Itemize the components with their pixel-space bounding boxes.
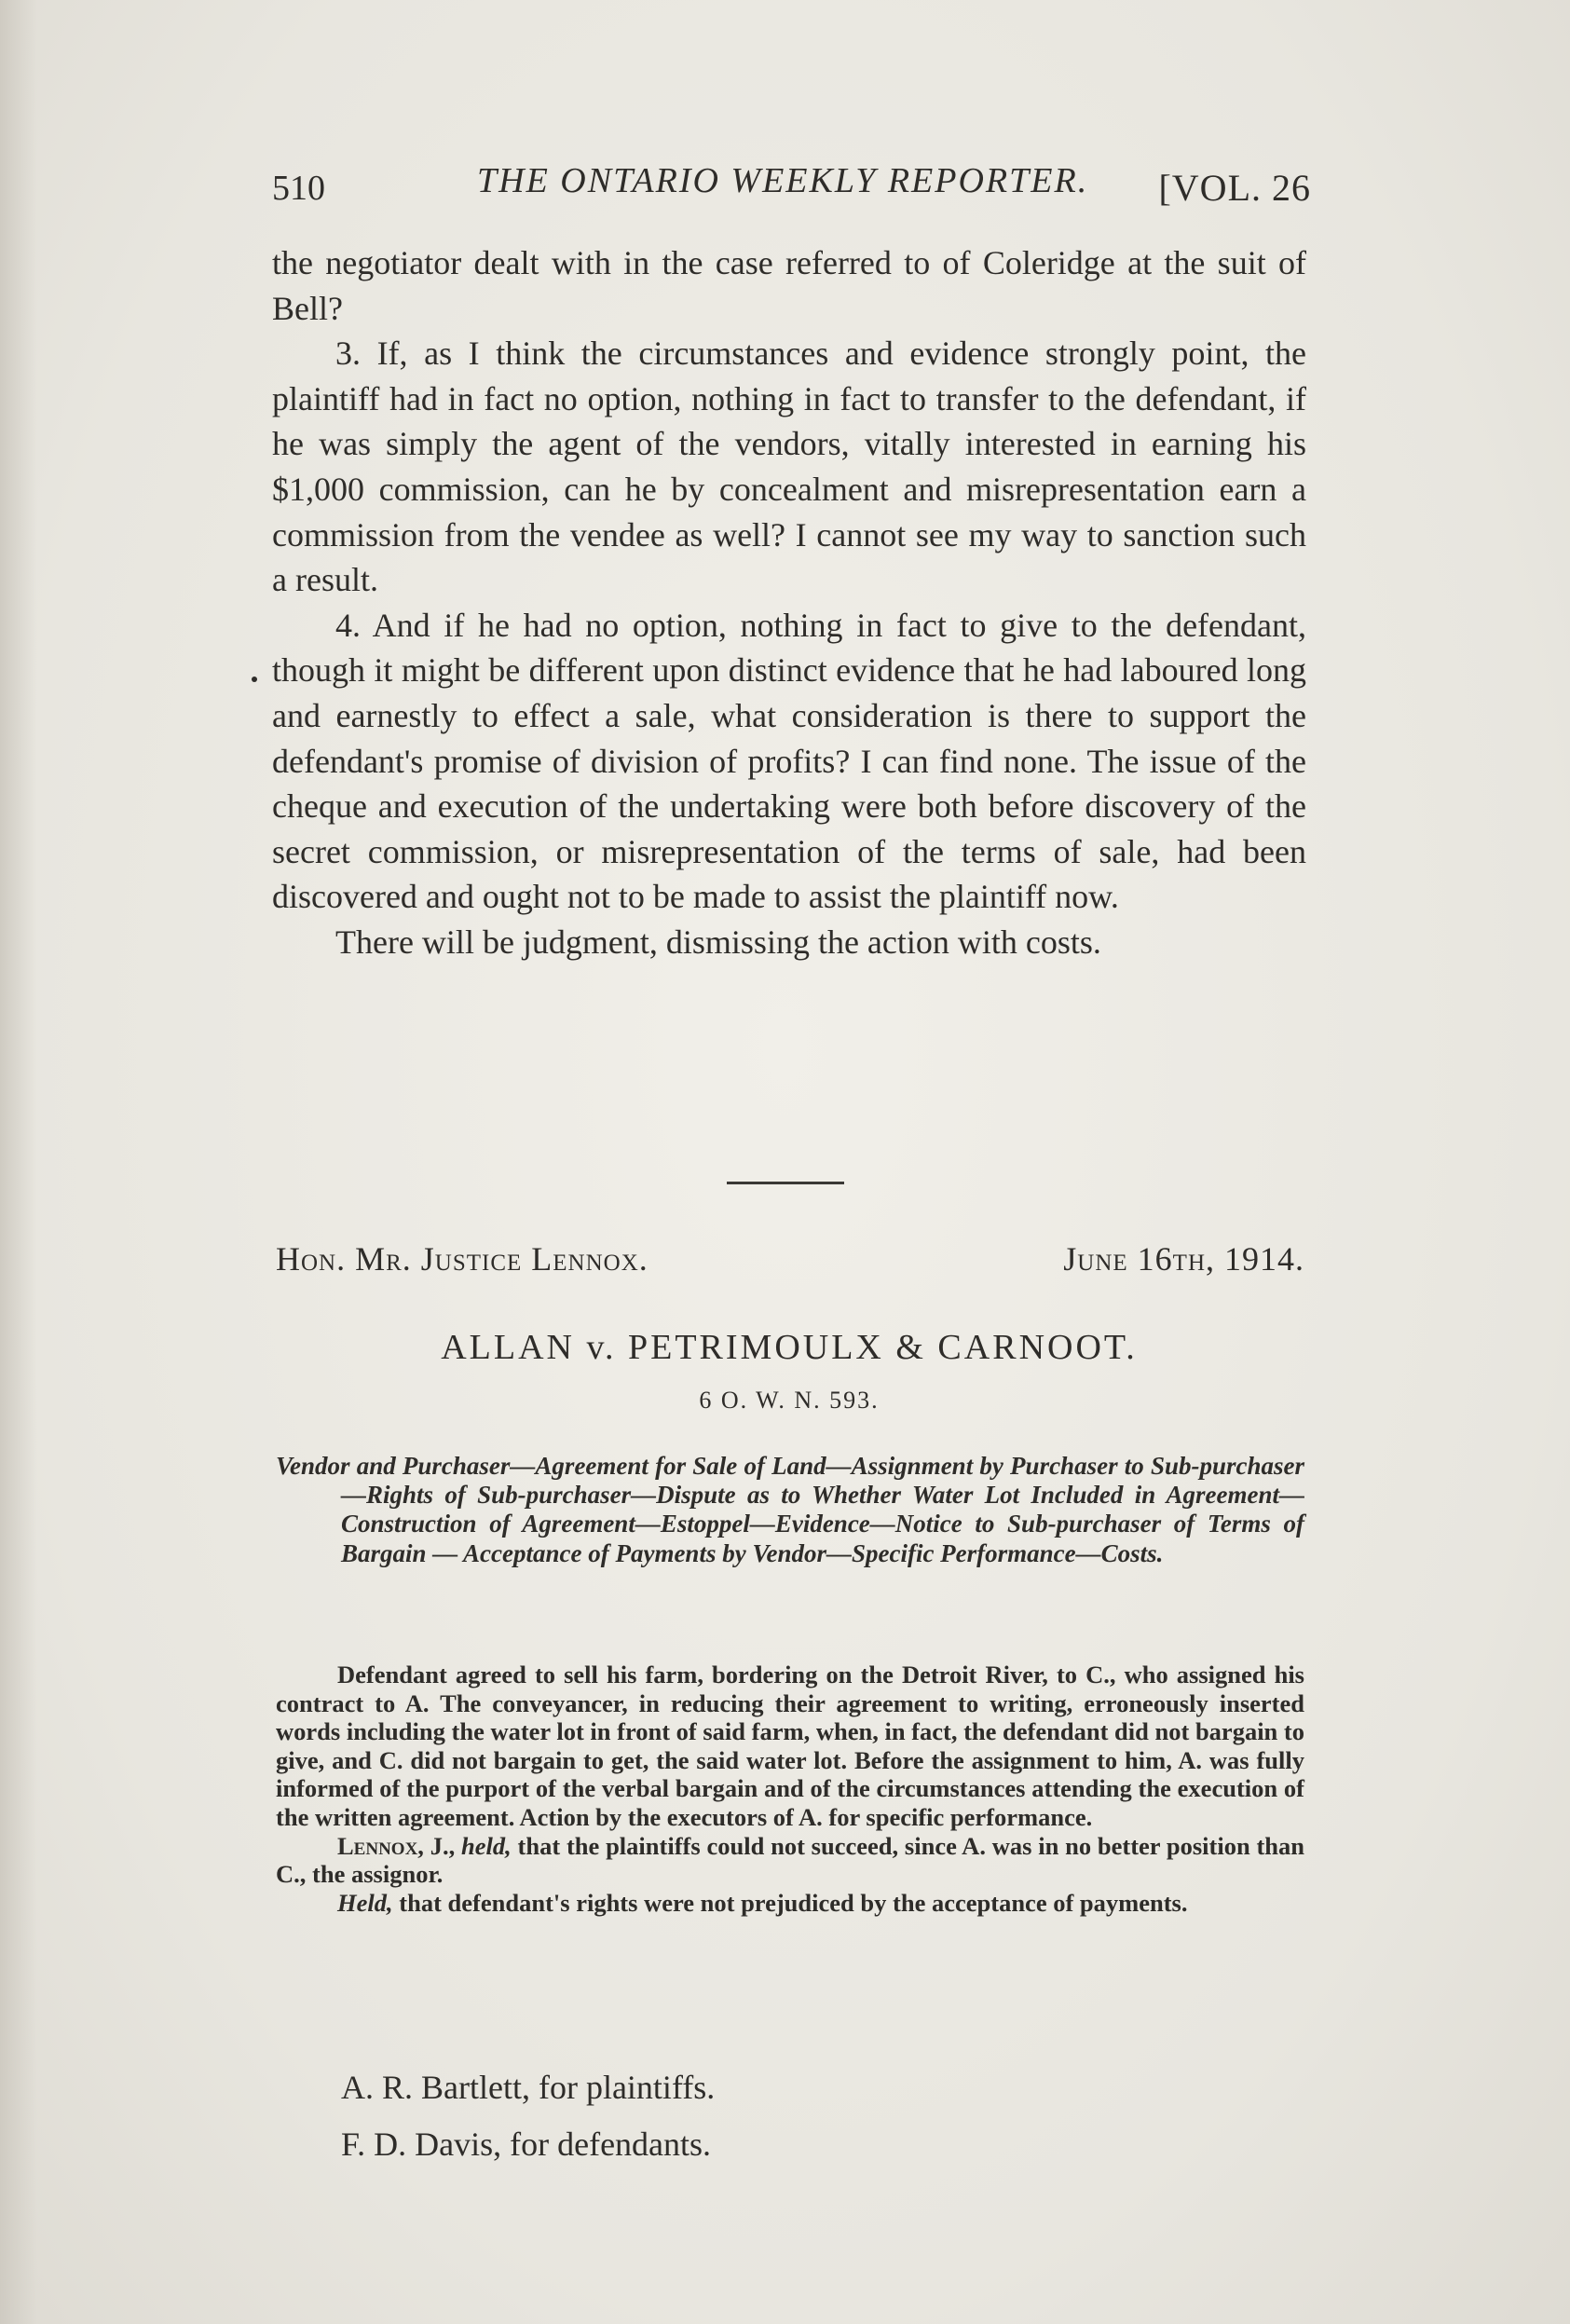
- held-word-2: Held,: [337, 1888, 393, 1917]
- case-synopsis: [276, 1661, 1304, 1917]
- stray-mark: [252, 677, 257, 682]
- page-number: 510: [272, 169, 325, 208]
- paragraph-conclusion: There will be judgment, dismissing the action with costs.: [335, 923, 1101, 961]
- judge-name: Hon. Mr. Justice Lennox.: [276, 1240, 648, 1278]
- judgment-text: [272, 240, 1306, 965]
- paragraph-3: 3. If, as I think the circumstances and evidence strongly point, the plaintiff had in fact no option, nothing in fact to transfer to the defendant, if he was simply the agent of the vendors, vitally interested in earning his $1,000 commission, can he by concealment and misrepresentation earn a commission from the vendee as well? I cannot see my way to sanction such a result.: [272, 335, 1306, 599]
- section-divider: [727, 1182, 844, 1184]
- paragraph-1: the negotiator dealt with in the case referred to of Coleridge at the suit of Bell?: [272, 244, 1306, 327]
- held-word: held,: [461, 1831, 512, 1860]
- case-citation: 6 O. W. N. 593.: [699, 1387, 880, 1414]
- decision-date: June 16th, 1914.: [1063, 1240, 1304, 1278]
- synopsis-judge: Lennox, J.,: [337, 1831, 456, 1860]
- running-title: THE ONTARIO WEEKLY REPORTER.: [477, 161, 1089, 200]
- synopsis-second-holding-text: that defendant's rights were not prejudiced by the acceptance of payments.: [399, 1888, 1188, 1917]
- case-title: ALLAN v. PETRIMOULX & CARNOOT.: [441, 1328, 1138, 1367]
- running-header: [272, 160, 1311, 216]
- synopsis-holding-text: that the plaintiffs could not succeed, since A. was in no better position than C., the assignor.: [276, 1831, 1305, 1889]
- synopsis-holding: [276, 1832, 1304, 1889]
- volume-label: [VOL. 26: [1158, 167, 1311, 209]
- headnote: Vendor and Purchaser—Agreement for Sale of Land—Assignment by Purchaser to Sub-purchaser—Rights of Sub-purchaser—Dispute as to Whether Water Lot Included in Agreement—Construction of Agreement—Estoppel—Evidence—Notice to Sub-purchaser of Terms of Bargain — Acceptance of Payments by Vendor—Specific Performance—Costs.: [276, 1452, 1304, 1567]
- synopsis-second-holding: [276, 1889, 1304, 1918]
- paragraph-4: 4. And if he had no option, nothing in fact to give to the defendant, though it might be different upon distinct evidence that he had laboured long and earnestly to effect a sale, what consideration is there to support the defendant's promise of division of profits? I can find none. The issue of the cheque and execution of the undertaking were both before discovery of the secret commission, or misrepresentation of the terms of sale, had been discovered and ought not to be made to assist the plaintiff now.: [272, 606, 1306, 916]
- synopsis-facts: Defendant agreed to sell his farm, bordering on the Detroit River, to C., who assigned his contract to A. The conveyancer, in reducing their agreement to writing, erroneously inserted words including the water lot in front of said farm, when, in fact, the defendant did not bargain to give, and C. did not bargain to get, the said water lot. Before the assignment to him, A. was fully informed of the purport of the verbal bargain and of the circumstances attending the execution of the written agreement. Action by the executors of A. for specific performance.: [276, 1661, 1304, 1831]
- counsel-plaintiffs: A. R. Bartlett, for plaintiffs.: [341, 2069, 716, 2106]
- page-spine-shadow: [0, 0, 37, 2324]
- counsel-list: [341, 2059, 715, 2173]
- counsel-defendants: F. D. Davis, for defendants.: [341, 2126, 712, 2163]
